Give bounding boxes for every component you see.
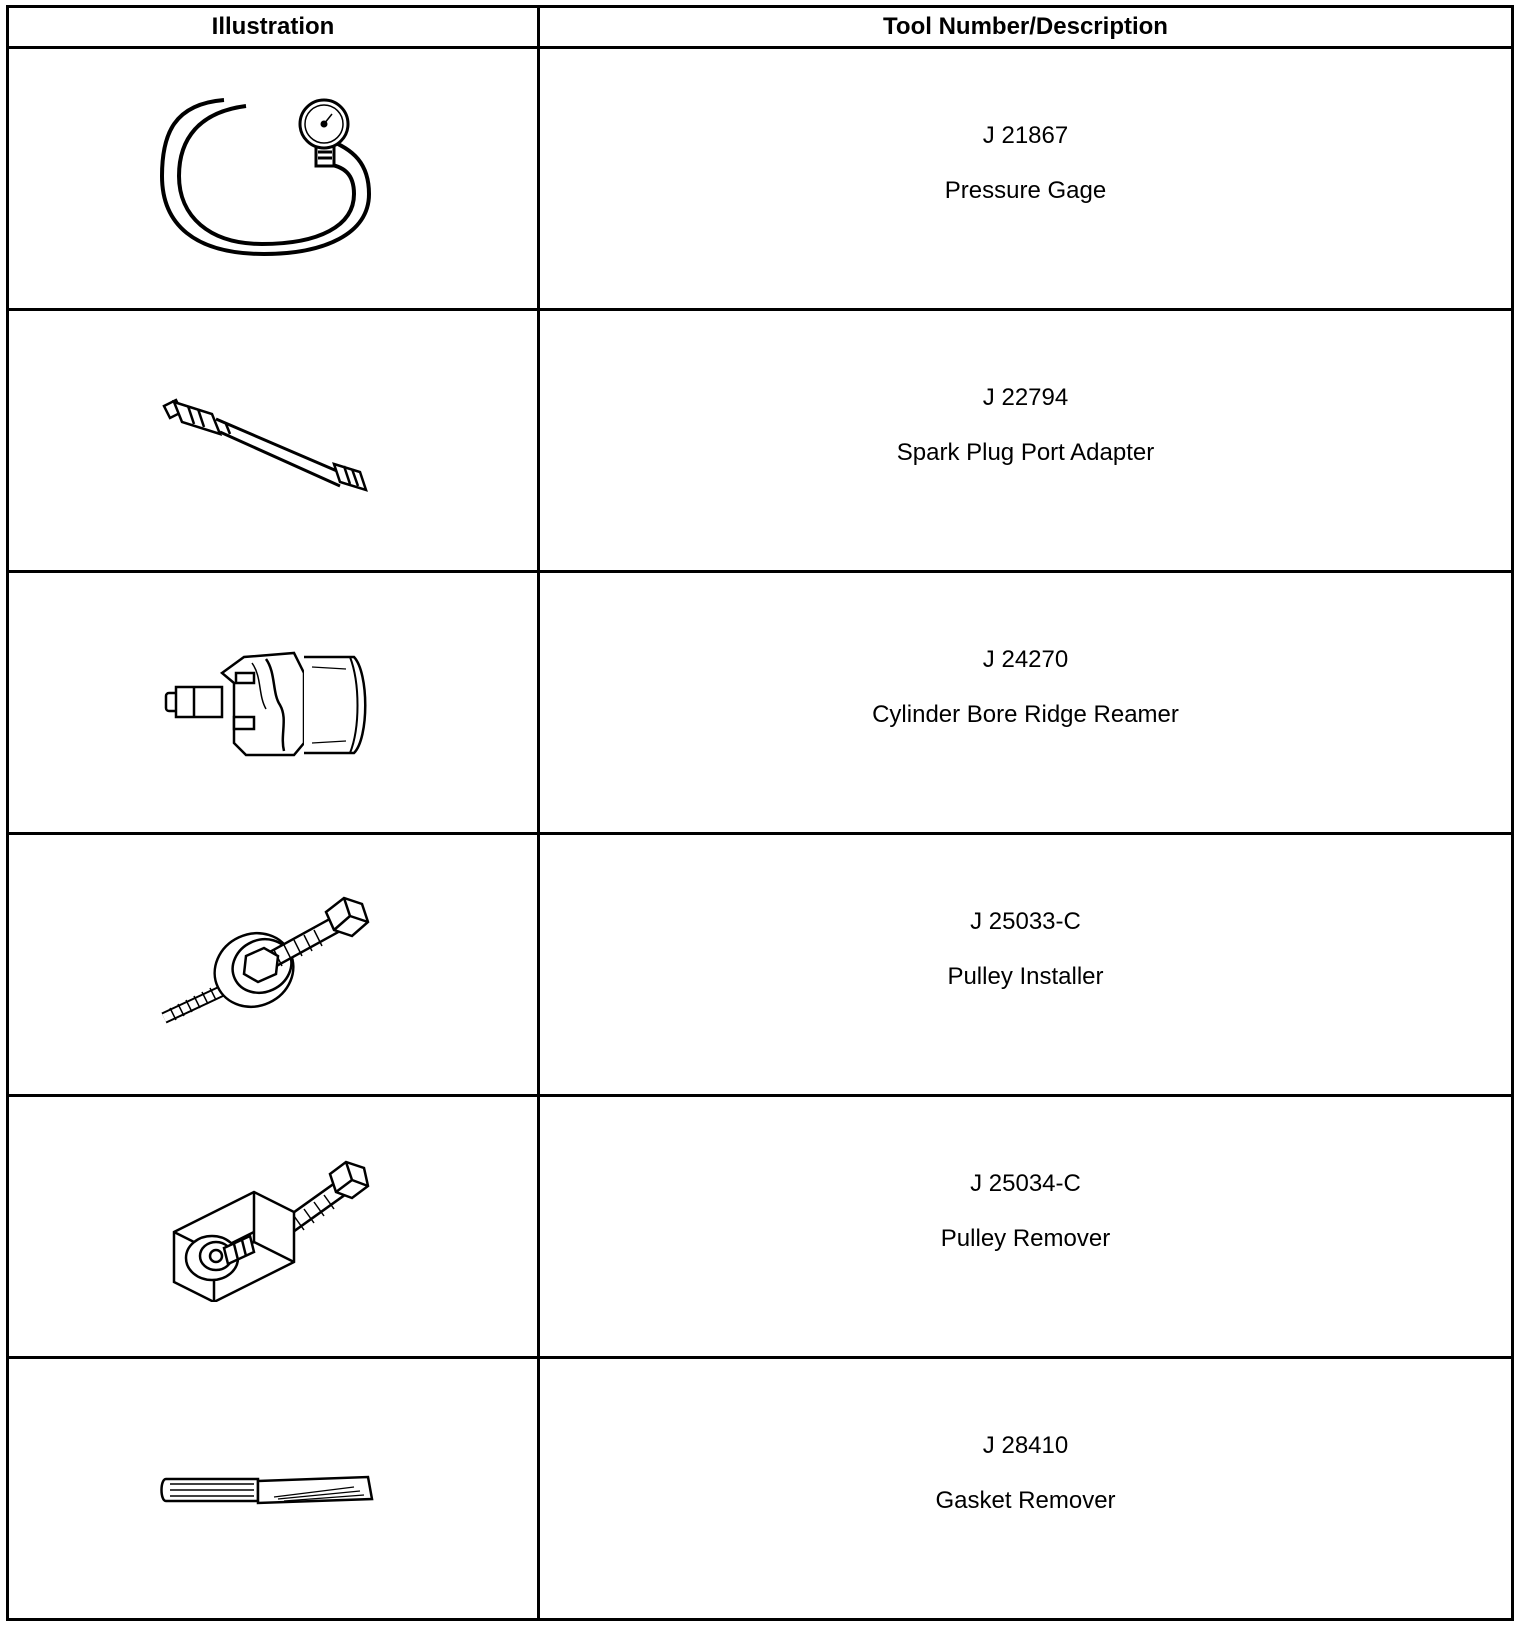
tool-description: Pulley Remover <box>940 1225 1111 1252</box>
table-row <box>8 48 1513 310</box>
table-row <box>8 572 1513 834</box>
tool-number: J 24270 <box>982 646 1069 673</box>
pulley-installer-icon <box>154 890 384 1040</box>
tool-description-cell <box>539 834 1513 1096</box>
illustration-cell <box>8 48 539 310</box>
pressure-gage-icon <box>154 94 384 264</box>
table-row <box>8 1096 1513 1358</box>
tool-description-cell <box>539 572 1513 834</box>
table-row <box>8 834 1513 1096</box>
illustration-cell <box>8 834 539 1096</box>
tool-description: Gasket Remover <box>935 1487 1116 1514</box>
table-header-row <box>8 7 1513 48</box>
tool-number: J 21867 <box>982 122 1069 149</box>
table-row <box>8 1358 1513 1620</box>
tool-description-cell <box>539 48 1513 310</box>
tool-description: Pulley Installer <box>947 963 1104 990</box>
tool-number: J 28410 <box>982 1432 1069 1459</box>
tool-number: J 22794 <box>982 384 1069 411</box>
illustration-cell <box>8 310 539 572</box>
tool-column-header: Tool Number/Description <box>539 7 1513 48</box>
special-tools-table <box>6 5 1514 1621</box>
illustration-cell <box>8 572 539 834</box>
tool-description-cell <box>539 1358 1513 1620</box>
tool-description: Pressure Gage <box>944 177 1107 204</box>
tool-description-cell <box>539 310 1513 572</box>
illustration-cell <box>8 1096 539 1358</box>
table-row <box>8 310 1513 572</box>
pulley-remover-icon <box>154 1152 384 1302</box>
ridge-reamer-icon <box>154 643 384 763</box>
tool-number: J 25033-C <box>970 908 1081 935</box>
tool-description-cell <box>539 1096 1513 1358</box>
tool-description: Spark Plug Port Adapter <box>896 439 1155 466</box>
illustration-column-header: Illustration <box>8 7 539 48</box>
illustration-cell <box>8 1358 539 1620</box>
tool-number: J 25034-C <box>970 1170 1081 1197</box>
tool-description: Cylinder Bore Ridge Reamer <box>872 701 1179 728</box>
gasket-remover-icon <box>154 1459 384 1519</box>
spark-plug-port-adapter-icon <box>154 386 384 496</box>
